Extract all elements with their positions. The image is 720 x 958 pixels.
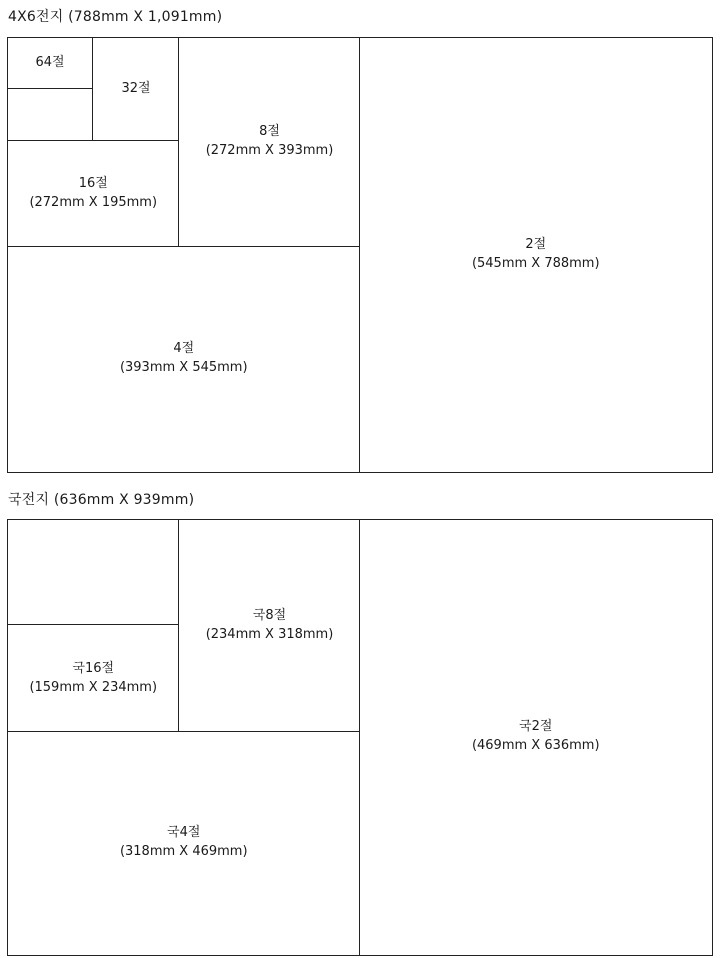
cell-2-size: (545mm X 788mm) <box>471 255 600 271</box>
cell-guk-16-label: 국16절 <box>72 660 115 676</box>
cell-4-size: (393mm X 545mm) <box>119 360 248 376</box>
cell-guk-8-label: 국8절 <box>252 607 287 623</box>
cell-guk-2 <box>359 519 713 956</box>
cell-guk-16 <box>7 624 181 733</box>
cell-guk-4-label: 국4절 <box>167 825 201 841</box>
cell-32 <box>92 37 180 142</box>
cell-8-label: 8절 <box>259 124 280 140</box>
cell-guk-2-label: 국2절 <box>519 719 553 735</box>
cell-64-label: 64절 <box>35 54 65 70</box>
cell-8 <box>178 37 361 249</box>
sheet-guk-diagram <box>7 519 713 956</box>
sheet-4x6-title: 4X6전지 (788mm X 1,091mm) <box>8 9 223 25</box>
cell-guk-8 <box>178 519 361 734</box>
cell-64-blank <box>7 88 94 142</box>
cell-32-label: 32절 <box>121 80 151 96</box>
cell-4-label: 4절 <box>173 341 195 357</box>
cell-guk-blank <box>7 519 181 626</box>
cell-64 <box>7 37 94 90</box>
cell-2 <box>359 37 713 473</box>
cell-guk-4-size: (318mm X 469mm) <box>119 844 248 860</box>
cell-guk-16-size: (159mm X 234mm) <box>29 679 158 695</box>
cell-2-label: 2절 <box>525 236 547 252</box>
sheet-guk-title: 국전지 (636mm X 939mm) <box>8 492 195 508</box>
cell-8-size: (272mm X 393mm) <box>205 143 334 159</box>
cell-16-size: (272mm X 195mm) <box>29 195 158 210</box>
sheet-4x6-diagram <box>7 37 713 473</box>
cell-16 <box>7 140 181 248</box>
cell-guk-8-size: (234mm X 318mm) <box>205 626 334 642</box>
cell-16-label: 16절 <box>78 176 108 192</box>
cell-4 <box>7 246 362 473</box>
cell-guk-4 <box>7 731 362 956</box>
cell-guk-2-size: (469mm X 636mm) <box>471 738 600 753</box>
